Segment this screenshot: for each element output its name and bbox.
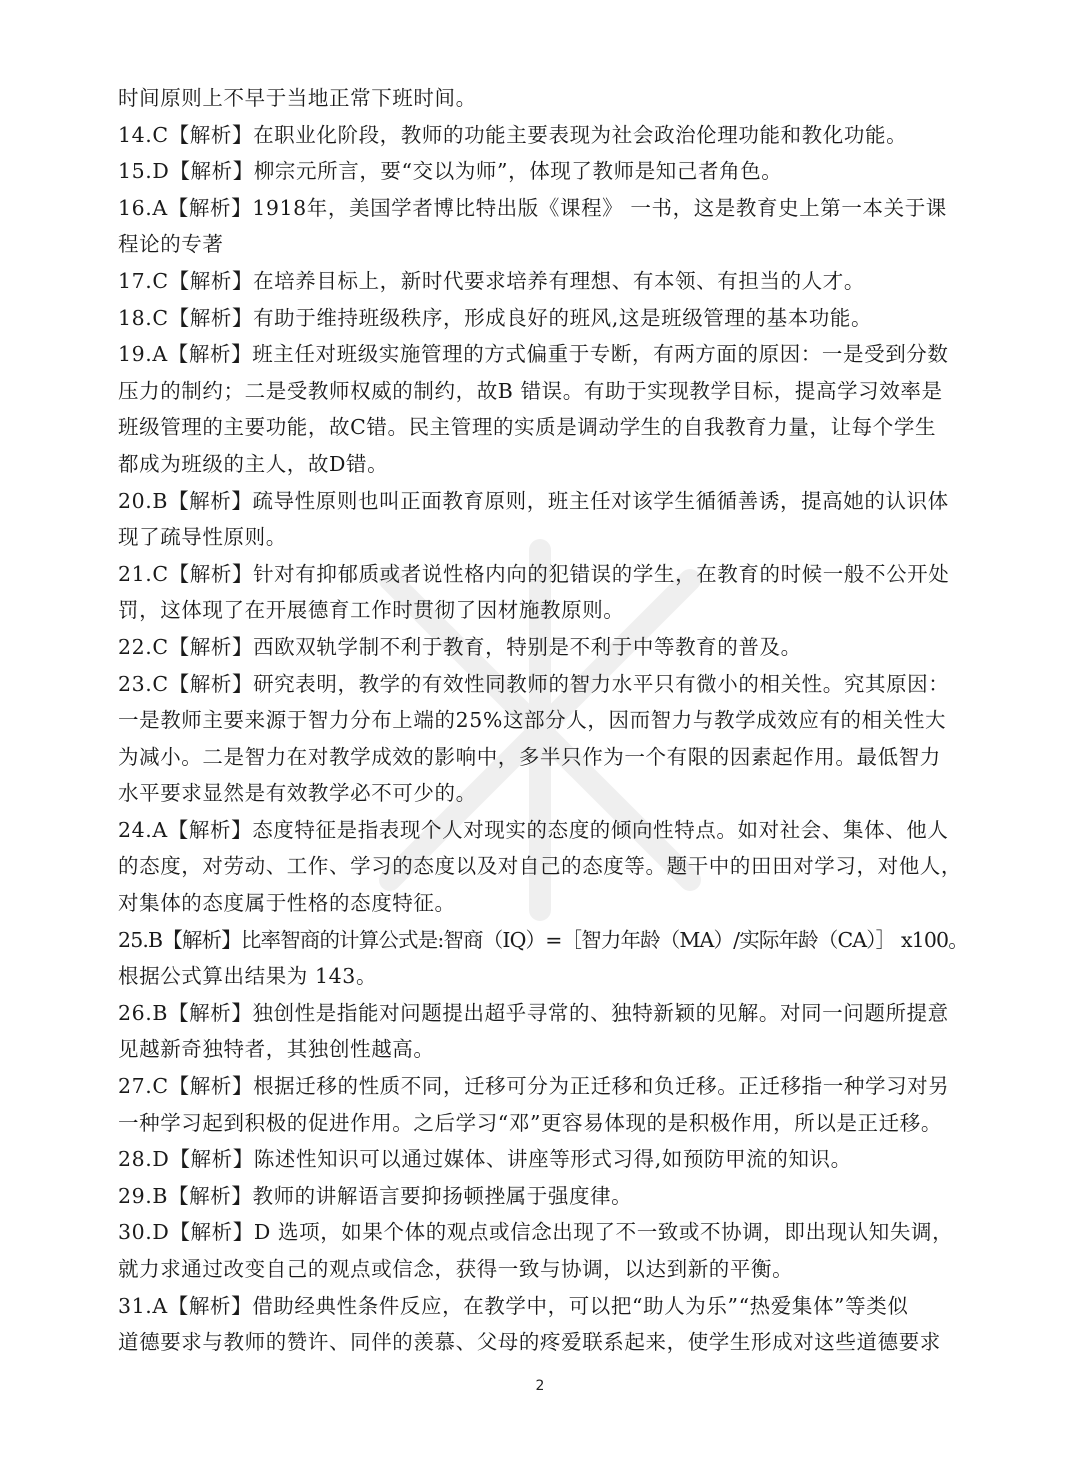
- text-line: 25.B【解析】比率智商的计算公式是:智商（IQ）=［智力年龄（MA）/实际年龄（CA）］ x100。: [118, 927, 968, 952]
- text-line: 29.B【解析】教师的讲解语言要抑扬顿挫属于强度律。: [118, 1183, 633, 1208]
- text-line: 水平要求显然是有效教学必不可少的。: [118, 781, 477, 806]
- text-line: 15.D【解析】柳宗元所言，要“交以为师”，体现了教师是知己者角色。: [118, 159, 783, 184]
- page-number: 2: [535, 1378, 545, 1394]
- text-line: 30.D【解析】D 选项，如果个体的观点或信念出现了不一致或不协调，即出现认知失调，: [118, 1220, 954, 1245]
- text-line: 28.D【解析】陈述性知识可以通过媒体、讲座等形式习得,如预防甲流的知识。: [118, 1147, 852, 1172]
- text-line: 道德要求与教师的赞许、同伴的羡慕、父母的疼爱联系起来，使学生形成对这些道德要求: [118, 1330, 941, 1355]
- text-line: 时间原则上不早于当地正常下班时间。: [118, 86, 477, 110]
- text-line: 见越新奇独特者，其独创性越高。: [118, 1037, 435, 1062]
- text-line: 17.C【解析】在培养目标上，新时代要求培养有理想、有本领、有担当的人才。: [118, 268, 865, 293]
- text-line: 班级管理的主要功能，故C错。民主管理的实质是调动学生的自我教育力量，让每个学生: [118, 415, 937, 440]
- text-line: 27.C【解析】根据迁移的性质不同，迁移可分为正迁移和负迁移。正迁移指一种学习对另: [118, 1074, 950, 1099]
- text-line: 程论的专著: [118, 232, 224, 257]
- text-line: 一是教师主要来源于智力分布上端的25%这部分人，因而智力与教学成效应有的相关性大: [118, 708, 947, 733]
- text-line: 压力的制约；二是受教师权威的制约，故B 错误。有助于实现教学目标，提高学习效率是: [118, 378, 943, 403]
- text-line: 根据公式算出结果为 143。: [118, 964, 378, 989]
- text-line: 19.A【解析】班主任对班级实施管理的方式偏重于专断，有两方面的原因：一是受到分数: [118, 342, 949, 367]
- answer-explanations: [118, 80, 968, 1361]
- text-line: 对集体的态度属于性格的态度特征。: [118, 891, 456, 916]
- text-line: 16.A【解析】1918年，美国学者博比特出版《课程》 一书，这是教育史上第一本关于课: [118, 195, 947, 220]
- text-line: 18.C【解析】有助于维持班级秩序，形成良好的班风,这是班级管理的基本功能。: [118, 305, 873, 330]
- text-line: 20.B【解析】疏导性原则也叫正面教育原则，班主任对该学生循循善诱，提高她的认识体: [118, 488, 949, 513]
- text-line: 26.B【解析】独创性是指能对问题提出超乎寻常的、独特新颖的见解。对同一问题所提意: [118, 1000, 949, 1025]
- text-line: 22.C【解析】西欧双轨学制不利于教育，特别是不利于中等教育的普及。: [118, 634, 802, 659]
- text-line: 一种学习起到积极的促进作用。之后学习“邓”更容易体现的是积极作用，所以是正迁移。: [118, 1110, 942, 1135]
- text-line: 24.A【解析】态度特征是指表现个人对现实的态度的倾向性特点。如对社会、集体、他人: [118, 817, 949, 842]
- text-line: 的态度，对劳动、工作、学习的态度以及对自己的态度等。题干中的田田对学习，对他人，: [118, 854, 962, 879]
- text-line: 23.C【解析】研究表明，教学的有效性同教师的智力水平只有微小的相关性。究其原因：: [118, 671, 950, 696]
- text-line: 14.C【解析】在职业化阶段，教师的功能主要表现为社会政治伦理功能和教化功能。: [118, 122, 908, 147]
- text-line: 就力求通过改变自己的观点或信念，获得一致与协调，以达到新的平衡。: [118, 1257, 794, 1281]
- text-line: 罚，这体现了在开展德育工作时贯彻了因材施教原则。: [118, 598, 625, 623]
- text-line: 都成为班级的主人，故D错。: [118, 451, 389, 476]
- text-line: 现了疏导性原则。: [118, 525, 287, 550]
- text-line: 21.C【解析】针对有抑郁质或者说性格内向的犯错误的学生，在教育的时候一般不公开处: [118, 561, 950, 586]
- text-line: 31.A【解析】借助经典性条件反应，在教学中，可以把“助人为乐”“热爱集体”等类似: [118, 1293, 909, 1318]
- text-line: 为减小。二是智力在对教学成效的影响中，多半只作为一个有限的因素起作用。最低智力: [118, 744, 941, 769]
